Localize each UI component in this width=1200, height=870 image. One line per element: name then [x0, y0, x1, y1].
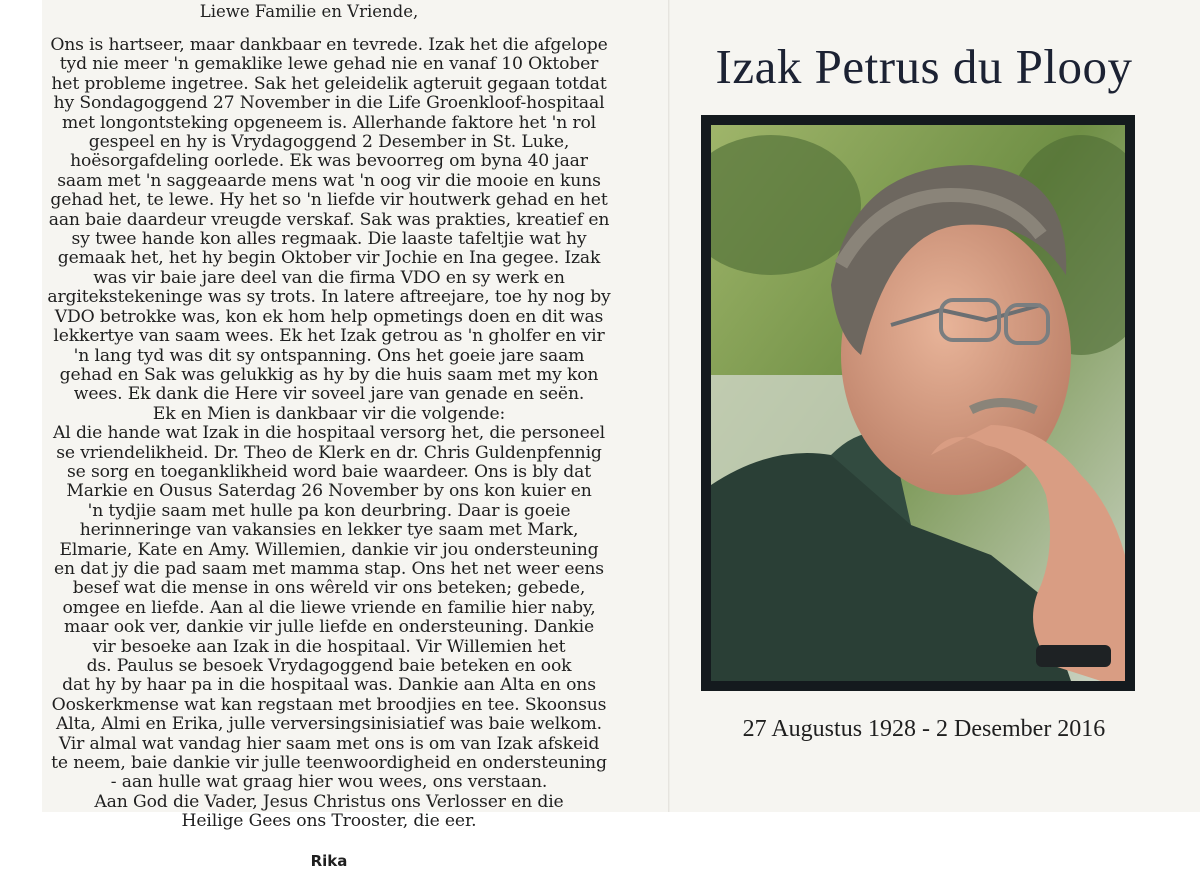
letter-body: [44, 36, 614, 832]
letter-line: 'n tydjie saam met hulle pa kon deurbring. Daar is goeie: [87, 500, 571, 521]
letter-line: se vriendelikheid. Dr. Theo de Klerk en dr. Chris Guldenpfennig: [56, 442, 602, 463]
letter-line: Al die hande wat Izak in die hospitaal versorg het, die personeel: [53, 423, 605, 444]
letter-line: dat hy by haar pa in die hospitaal was. Dankie aan Alta en ons: [62, 675, 596, 696]
letter-line: ds. Paulus se besoek Vrydagoggend baie beteken en ook: [86, 656, 572, 676]
letter-line: 'n lang tyd was dit sy ontspanning. Ons het goeie jare saam: [73, 345, 585, 366]
letter-line: herinneringe van vakansies en lekker tye saam met Mark,: [79, 520, 579, 541]
tribute-letter: [44, 2, 614, 870]
letter-line: Aan God die Vader, Jesus Christus ons Verlosser en die: [94, 791, 564, 812]
letter-line: argitekstekeninge was sy trots. In latere aftreejare, toe hy nog by: [47, 287, 611, 308]
letter-line: Ons is hartseer, maar dankbaar en tevrede. Izak het die afgelope: [50, 35, 608, 55]
letter-line: VDO betrokke was, kon ek hom help opmetings doen en dit was: [54, 306, 604, 327]
letter-line: en dat jy die pad saam met mamma stap. Ons het net weer eens: [54, 558, 604, 579]
letter-line: gehad het, te lewe. Hy het so 'n liefde vir houtwerk gehad en het: [50, 190, 608, 211]
letter-line: besef wat die mense in ons wêreld vir ons beteken; gebede,: [72, 578, 586, 599]
life-dates: 27 Augustus 1928 - 2 Desember 2016: [742, 716, 1106, 742]
letter-line: wees. Ek dank die Here vir soveel jare van genade en seën.: [73, 384, 585, 405]
letter-line: vir besoeke aan Izak in die hospitaal. Vir Willemien het: [92, 636, 566, 657]
letter-line: se sorg en toeganklikheid word baie waardeer. Ons is bly dat: [67, 461, 591, 482]
letter-line: Vir almal wat vandag hier saam met ons is om van Izak afskeid: [58, 733, 600, 754]
center-fold: [668, 0, 670, 812]
greeting: Liewe Familie en Vriende,: [199, 2, 419, 21]
letter-line: Alta, Almi en Erika, julle verversingsinisiatief was baie welkom.: [56, 714, 602, 735]
letter-line: gespeel en hy is Vrydagoggend 2 Desember in St. Luke,: [88, 132, 570, 153]
signature: Rika: [310, 851, 348, 870]
letter-line: het probleme ingetree. Sak het geleidelik agteruit gegaan totdat: [51, 73, 607, 94]
letter-line: Elmarie, Kate en Amy. Willemien, dankie vir jou ondersteuning: [59, 539, 599, 560]
letter-line: aan baie daardeur vreugde verskaf. Sak was prakties, kreatief en: [48, 209, 610, 230]
portrait-frame: [701, 115, 1135, 691]
deceased-name: Izak Petrus du Plooy: [715, 39, 1133, 94]
letter-line: - aan hulle wat graag hier wou wees, ons verstaan.: [110, 772, 548, 793]
letter-line: tyd nie meer 'n gemaklike lewe gehad nie en vanaf 10 Oktober: [59, 54, 599, 75]
letter-line: maar ook ver, dankie vir julle liefde en ondersteuning. Dankie: [63, 617, 595, 638]
letter-line: hy Sondagoggend 27 November in die Life Groenkloof-hospitaal: [53, 93, 605, 114]
letter-line: omgee en liefde. Aan al die liewe vriende en familie hier naby,: [62, 597, 596, 618]
letter-line: Ek en Mien is dankbaar vir die volgende:: [152, 403, 506, 424]
letter-line: te neem, baie dankie vir julle teenwoordigheid en ondersteuning: [51, 753, 607, 774]
letter-line: lekkertye van saam wees. Ek het Izak getrou as 'n gholfer en vir: [53, 326, 605, 347]
letter-line: Heilige Gees ons Trooster, die eer.: [181, 811, 477, 832]
letter-line: gehad en Sak was gelukkig as hy by die huis saam met my kon: [59, 364, 599, 385]
letter-line: met longontsteking opgeneem is. Allerhande faktore het 'n rol: [61, 112, 597, 133]
letter-line: Ooskerkmense wat kan regstaan met broodjies en tee. Skoonsus: [51, 694, 607, 715]
letter-line: hoësorgafdeling oorlede. Ek was bevoorreg om byna 40 jaar: [70, 151, 588, 172]
letter-line: gemaak het, het hy begin Oktober vir Jochie en Ina gegee. Izak: [57, 248, 601, 269]
letter-line: sy twee hande kon alles regmaak. Die laaste tafeltjie wat hy: [71, 229, 587, 250]
letter-line: Markie en Ousus Saterdag 26 November by ons kon kuier en: [66, 481, 592, 502]
letter-line: was vir baie jare deel van die firma VDO en sy werk en: [93, 267, 565, 288]
letter-line: saam met 'n saggeaarde mens wat 'n oog vir die mooie en kuns: [57, 170, 601, 191]
portrait-photo: [711, 125, 1125, 681]
